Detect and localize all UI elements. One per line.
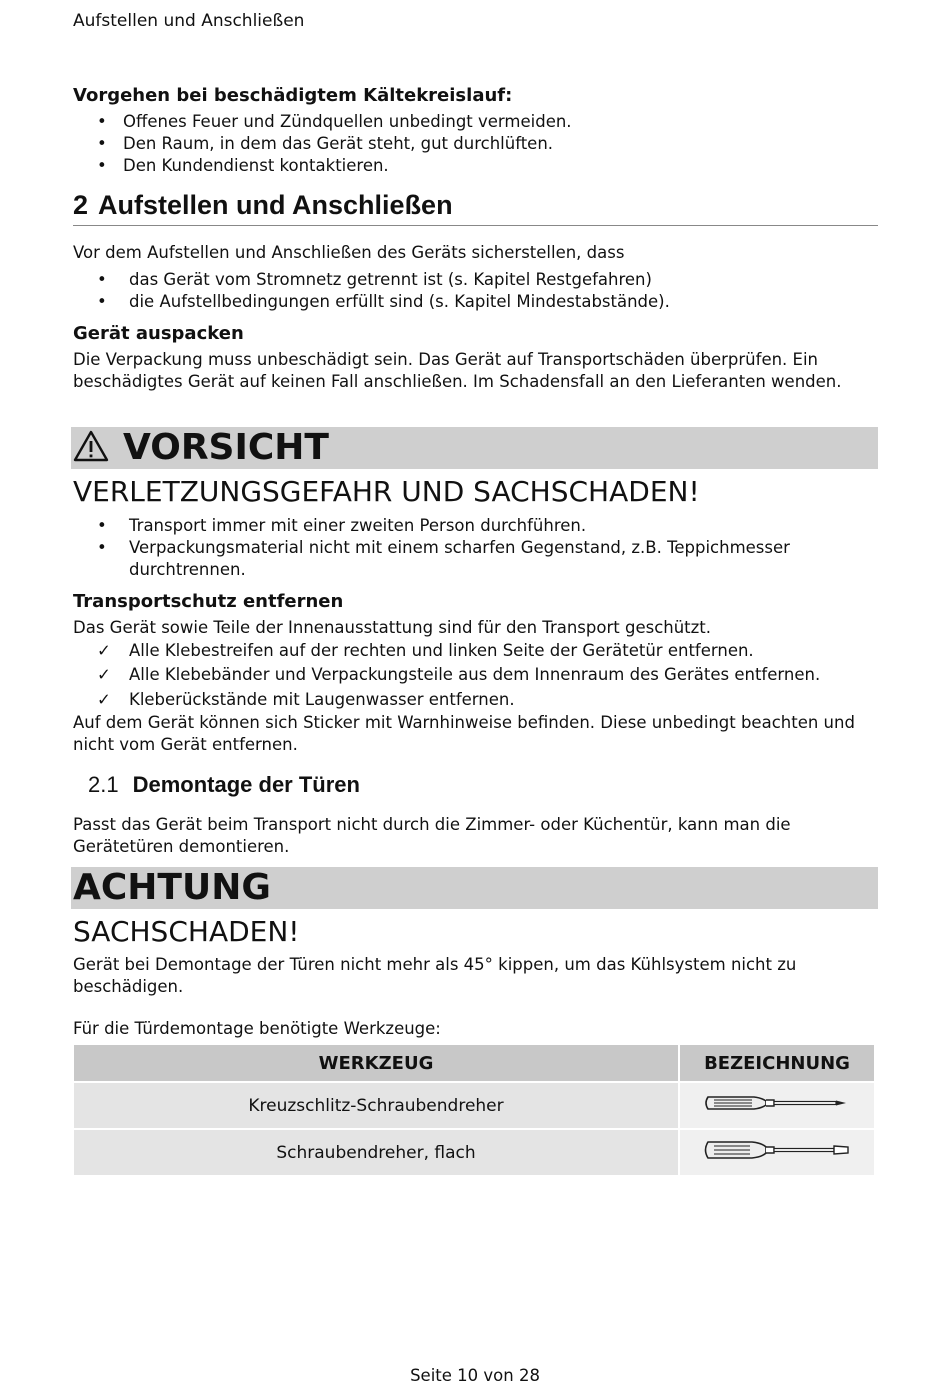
checklist-item: ✓ Alle Klebestreifen auf der rechten und linken Seite der Gerätetür entfernen. xyxy=(73,639,878,662)
chapter-title: Aufstellen und Anschließen xyxy=(98,190,453,220)
attention-subtitle: SACHSCHADEN! xyxy=(73,915,300,948)
caution-list xyxy=(73,515,878,581)
section-text-block xyxy=(73,814,878,858)
transport-heading: Transportschutz entfernen xyxy=(73,591,344,612)
transport-intro: Das Gerät sowie Teile der Innenausstattung sind für den Transport geschützt. xyxy=(73,618,712,637)
table-header-row xyxy=(73,1044,875,1082)
list-item: • die Aufstellbedingungen erfüllt sind (s. Kapitel Mindestabstände). xyxy=(73,291,878,313)
list-item: • Verpackungsmaterial nicht mit einem scharfen Gegenstand, z.B. Teppichmesser durchtrennen. xyxy=(73,537,878,581)
damaged-circuit-section xyxy=(73,85,878,177)
list-item: • Den Raum, in dem das Gerät steht, gut durchlüften. xyxy=(73,133,878,155)
transport-checklist xyxy=(73,639,878,712)
unpack-text: Die Verpackung muss unbeschädigt sein. Das Gerät auf Transportschäden überprüfen. Ein beschädigtes Gerät auf keinen Fall anschließen. Im Schadensfall an den Lieferanten wenden. xyxy=(73,350,842,391)
page-footer: Seite 10 von 28 xyxy=(410,1366,540,1385)
damaged-circuit-list xyxy=(73,111,878,177)
tools-table xyxy=(72,1043,876,1177)
tool-name: Schraubendreher, flach xyxy=(73,1129,679,1176)
tools-intro: Für die Türdemontage benötigte Werkzeuge: xyxy=(73,1019,441,1038)
attention-text-block xyxy=(73,954,878,998)
checklist-item: ✓ Kleberückstände mit Laugenwasser entfernen. xyxy=(73,687,878,712)
attention-label: ACHTUNG xyxy=(73,867,271,908)
list-item: • Den Kundendienst kontaktieren. xyxy=(73,155,878,177)
caution-subtitle: VERLETZUNGSGEFAHR UND SACHSCHADEN! xyxy=(73,475,700,508)
caution-label: VORSICHT xyxy=(123,427,329,468)
running-head: Aufstellen und Anschließen xyxy=(73,11,305,31)
section-text: Passt das Gerät beim Transport nicht durch die Zimmer- oder Küchentür, kann man die Gerätetüren demontieren. xyxy=(73,815,791,856)
transport-note: Auf dem Gerät können sich Sticker mit Warnhinweise befinden. Diese unbedingt beachten und nicht vom Gerät entfernen. xyxy=(73,713,855,754)
checklist-item: ✓ Alle Klebebänder und Verpackungsteile aus dem Innenraum des Gerätes entfernen. xyxy=(73,662,878,687)
tool-image-cell xyxy=(679,1129,875,1176)
chapter-intro-section xyxy=(73,242,878,313)
unpack-section xyxy=(73,323,878,393)
section-title: Demontage der Türen xyxy=(132,772,360,797)
tool-image-cell xyxy=(679,1082,875,1129)
column-header-tool: WERKZEUG xyxy=(73,1044,679,1082)
table-row xyxy=(73,1129,875,1176)
attention-banner xyxy=(71,867,878,909)
unpack-heading: Gerät auspacken xyxy=(73,323,244,344)
flat-screwdriver-icon xyxy=(702,1138,852,1162)
warning-triangle-icon xyxy=(73,429,109,463)
table-row xyxy=(73,1082,875,1129)
column-header-designation: BEZEICHNUNG xyxy=(679,1044,875,1082)
list-item: • das Gerät vom Stromnetz getrennt ist (s. Kapitel Restgefahren) xyxy=(73,269,878,291)
chapter-heading xyxy=(73,190,878,226)
chapter-number: 2 xyxy=(73,190,89,220)
chapter-intro: Vor dem Aufstellen und Anschließen des Geräts sicherstellen, dass xyxy=(73,243,625,262)
caution-banner xyxy=(71,427,878,469)
tools-intro-block xyxy=(73,1018,878,1040)
list-item: • Offenes Feuer und Zündquellen unbedingt vermeiden. xyxy=(73,111,878,133)
section-number: 2.1 xyxy=(88,772,119,797)
attention-text: Gerät bei Demontage der Türen nicht mehr als 45° kippen, um das Kühlsystem nicht zu beschädigen. xyxy=(73,955,797,996)
list-item: • Transport immer mit einer zweiten Person durchführen. xyxy=(73,515,878,537)
caution-section xyxy=(73,515,878,581)
tool-name: Kreuzschlitz-Schraubendreher xyxy=(73,1082,679,1129)
section-heading xyxy=(88,772,878,798)
phillips-screwdriver-icon xyxy=(702,1092,852,1114)
transport-section xyxy=(73,591,878,756)
chapter-list xyxy=(73,269,878,313)
damaged-circuit-heading: Vorgehen bei beschädigtem Kältekreislauf: xyxy=(73,85,513,106)
